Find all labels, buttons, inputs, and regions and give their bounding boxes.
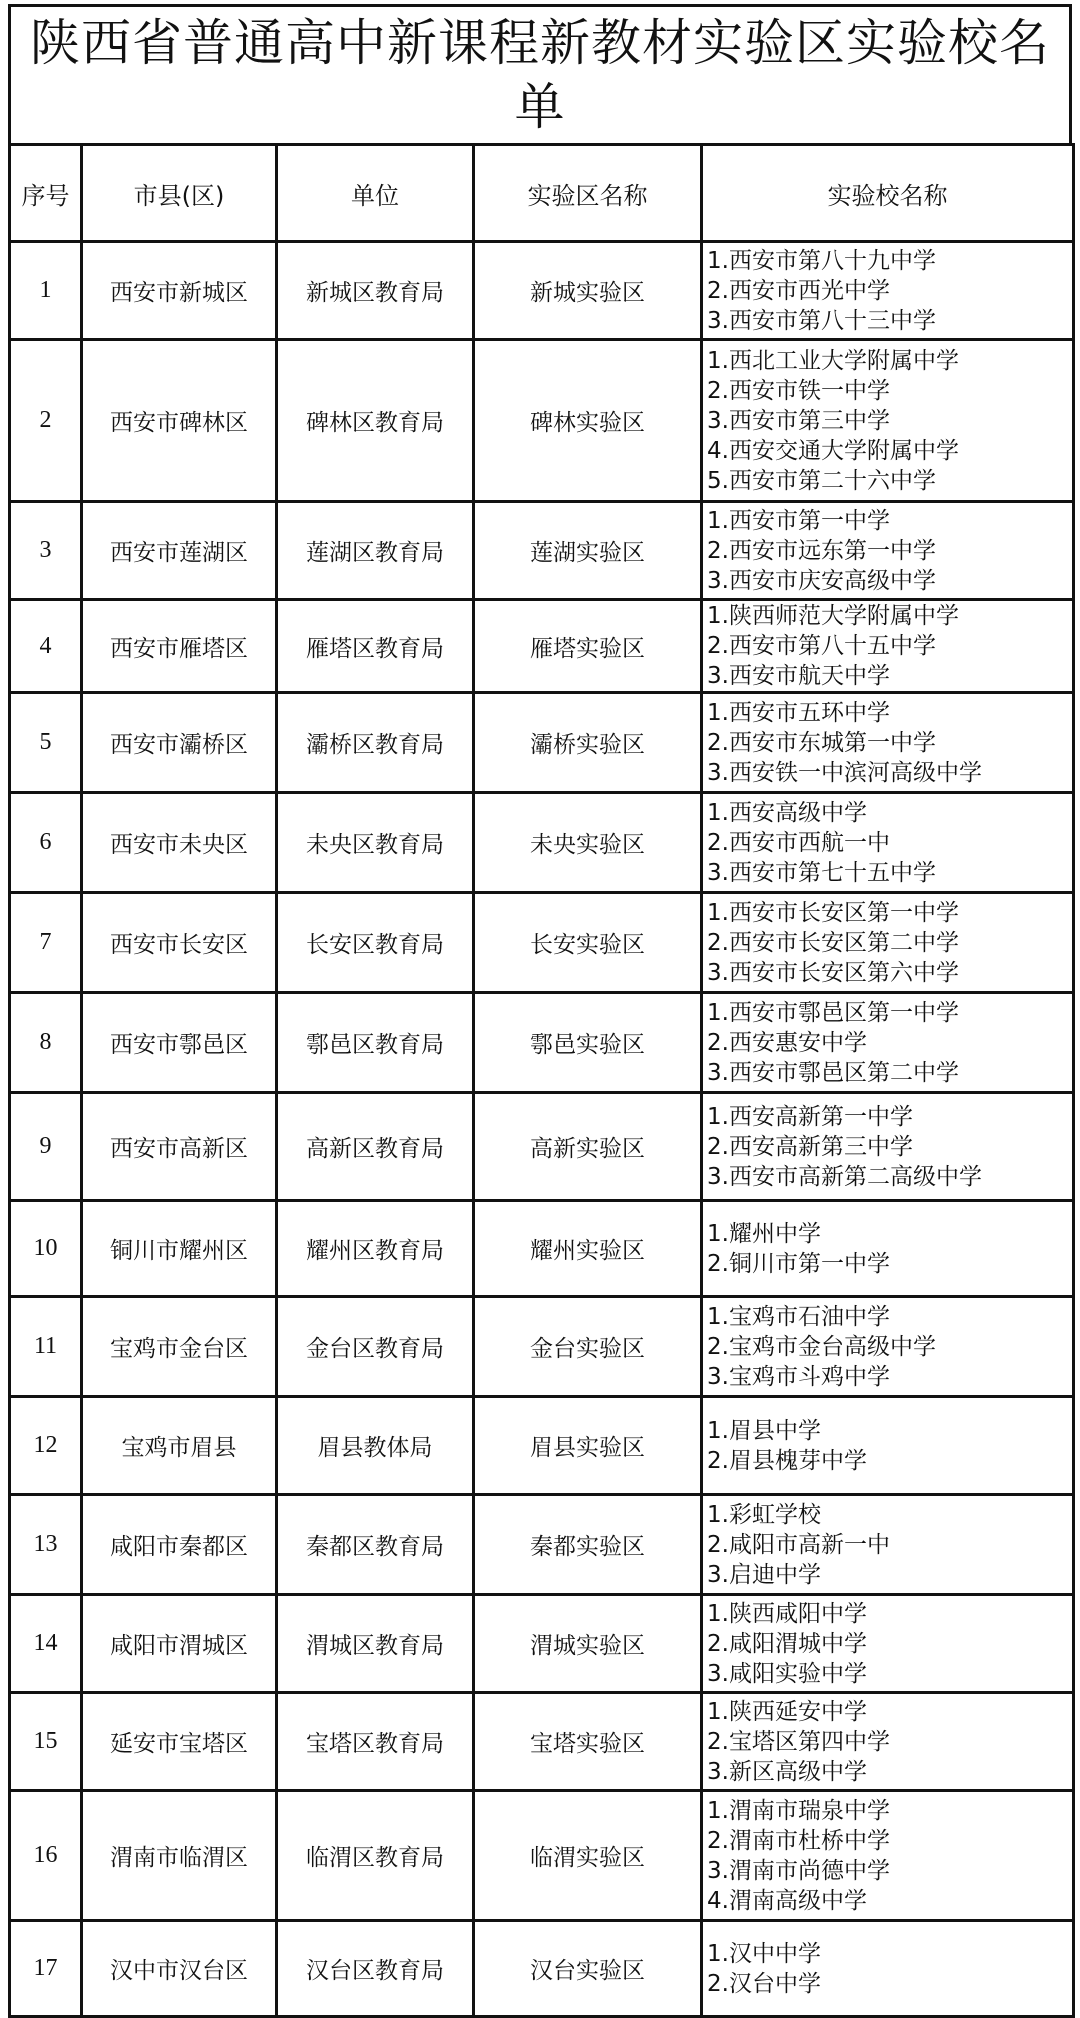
schools-cell <box>702 1093 1074 1201</box>
zone-cell: 未央实验区 <box>474 793 702 893</box>
table-row <box>10 893 1074 993</box>
seq-cell: 12 <box>10 1397 82 1495</box>
unit-cell: 渭城区教育局 <box>277 1595 474 1693</box>
schools-cell <box>702 893 1074 993</box>
zone-cell: 灞桥实验区 <box>474 693 702 793</box>
zone-cell: 碑林实验区 <box>474 340 702 502</box>
seq-cell: 6 <box>10 793 82 893</box>
seq-cell: 5 <box>10 693 82 793</box>
school-item: 1.西安市第八十九中学 <box>707 247 936 274</box>
zone-cell: 雁塔实验区 <box>474 600 702 693</box>
schools-cell <box>702 793 1074 893</box>
document-sheet <box>8 4 1072 2018</box>
table-row <box>10 600 1074 693</box>
school-item: 3.启迪中学 <box>707 1561 821 1588</box>
schools-cell <box>702 993 1074 1093</box>
school-item: 3.西安市第八十三中学 <box>707 307 936 334</box>
document-title: 陕西省普通高中新课程新教材实验区实验校名单 <box>30 14 1050 136</box>
zone-cell: 耀州实验区 <box>474 1201 702 1297</box>
zone-cell: 高新实验区 <box>474 1093 702 1201</box>
unit-cell: 高新区教育局 <box>277 1093 474 1201</box>
city-cell: 宝鸡市金台区 <box>82 1297 277 1397</box>
table-row <box>10 1093 1074 1201</box>
school-item: 3.西安市航天中学 <box>707 663 890 689</box>
school-item: 3.西安市第三中学 <box>707 407 890 434</box>
unit-cell: 金台区教育局 <box>277 1297 474 1397</box>
school-item: 5.西安市第二十六中学 <box>707 467 936 494</box>
table-row <box>10 1495 1074 1595</box>
table-row <box>10 1693 1074 1791</box>
header-unit: 单位 <box>277 145 474 242</box>
seq-cell: 9 <box>10 1093 82 1201</box>
city-cell: 西安市鄠邑区 <box>82 993 277 1093</box>
table-row <box>10 793 1074 893</box>
schools-cell <box>702 1201 1074 1297</box>
unit-cell: 鄠邑区教育局 <box>277 993 474 1093</box>
table-row <box>10 1201 1074 1297</box>
zone-cell: 宝塔实验区 <box>474 1693 702 1791</box>
header-city: 市县(区) <box>82 145 277 242</box>
table-row <box>10 1297 1074 1397</box>
zone-cell: 临渭实验区 <box>474 1791 702 1921</box>
seq-cell: 1 <box>10 242 82 340</box>
school-item: 2.西安惠安中学 <box>707 1029 867 1056</box>
title-box <box>8 4 1072 143</box>
school-item: 3.咸阳实验中学 <box>707 1660 867 1687</box>
school-item: 2.西安市西光中学 <box>707 277 890 304</box>
school-item: 1.西安市鄠邑区第一中学 <box>707 999 959 1026</box>
zone-cell: 秦都实验区 <box>474 1495 702 1595</box>
school-item: 3.西安市第七十五中学 <box>707 859 936 886</box>
zone-cell: 莲湖实验区 <box>474 502 702 600</box>
school-item: 3.西安市长安区第六中学 <box>707 959 959 986</box>
school-item: 2.眉县槐芽中学 <box>707 1447 867 1474</box>
school-item: 1.西安高新第一中学 <box>707 1103 913 1130</box>
city-cell: 西安市雁塔区 <box>82 600 277 693</box>
school-item: 1.耀州中学 <box>707 1220 821 1247</box>
city-cell: 咸阳市秦都区 <box>82 1495 277 1595</box>
seq-cell: 17 <box>10 1921 82 2017</box>
seq-cell: 11 <box>10 1297 82 1397</box>
table-row <box>10 693 1074 793</box>
schools-cell <box>702 340 1074 502</box>
schools-cell <box>702 693 1074 793</box>
table-row <box>10 993 1074 1093</box>
table-row <box>10 1791 1074 1921</box>
unit-cell: 雁塔区教育局 <box>277 600 474 693</box>
unit-cell: 莲湖区教育局 <box>277 502 474 600</box>
school-item: 2.宝鸡市金台高级中学 <box>707 1333 936 1360</box>
school-item: 2.渭南市杜桥中学 <box>707 1827 890 1854</box>
schools-cell <box>702 600 1074 693</box>
school-item: 2.西安市西航一中 <box>707 829 890 856</box>
table-row <box>10 340 1074 502</box>
seq-cell: 14 <box>10 1595 82 1693</box>
seq-cell: 7 <box>10 893 82 993</box>
school-item: 1.陕西延安中学 <box>707 1698 867 1725</box>
zone-cell: 眉县实验区 <box>474 1397 702 1495</box>
table-row <box>10 502 1074 600</box>
school-item: 1.渭南市瑞泉中学 <box>707 1797 890 1824</box>
school-item: 1.汉中中学 <box>707 1940 821 1967</box>
schools-cell <box>702 1791 1074 1921</box>
school-item: 2.西安市铁一中学 <box>707 377 890 404</box>
table-row <box>10 1921 1074 2017</box>
seq-cell: 2 <box>10 340 82 502</box>
school-item: 1.西安市长安区第一中学 <box>707 899 959 926</box>
school-item: 1.西安高级中学 <box>707 799 867 826</box>
school-item: 3.新区高级中学 <box>707 1758 867 1785</box>
school-item: 1.眉县中学 <box>707 1417 821 1444</box>
seq-cell: 15 <box>10 1693 82 1791</box>
school-item: 3.西安铁一中滨河高级中学 <box>707 759 982 786</box>
school-item: 3.西安市鄠邑区第二中学 <box>707 1059 959 1086</box>
city-cell: 咸阳市渭城区 <box>82 1595 277 1693</box>
seq-cell: 4 <box>10 600 82 693</box>
table-body <box>10 242 1074 2017</box>
header-seq: 序号 <box>10 145 82 242</box>
table-row <box>10 242 1074 340</box>
school-list-table <box>8 143 1075 2018</box>
school-item: 1.西安市五环中学 <box>707 699 890 726</box>
schools-cell <box>702 1595 1074 1693</box>
table-row <box>10 1595 1074 1693</box>
city-cell: 西安市灞桥区 <box>82 693 277 793</box>
unit-cell: 新城区教育局 <box>277 242 474 340</box>
city-cell: 西安市新城区 <box>82 242 277 340</box>
unit-cell: 灞桥区教育局 <box>277 693 474 793</box>
zone-cell: 金台实验区 <box>474 1297 702 1397</box>
city-cell: 汉中市汉台区 <box>82 1921 277 2017</box>
school-item: 4.渭南高级中学 <box>707 1887 867 1914</box>
school-item: 2.咸阳渭城中学 <box>707 1630 867 1657</box>
seq-cell: 8 <box>10 993 82 1093</box>
unit-cell: 临渭区教育局 <box>277 1791 474 1921</box>
zone-cell: 鄠邑实验区 <box>474 993 702 1093</box>
school-item: 2.宝塔区第四中学 <box>707 1728 890 1755</box>
schools-cell <box>702 1693 1074 1791</box>
schools-cell <box>702 1921 1074 2017</box>
school-item: 1.西安市第一中学 <box>707 507 890 534</box>
school-item: 2.西安市远东第一中学 <box>707 537 936 564</box>
unit-cell: 汉台区教育局 <box>277 1921 474 2017</box>
city-cell: 西安市碑林区 <box>82 340 277 502</box>
school-item: 2.西安高新第三中学 <box>707 1133 913 1160</box>
zone-cell: 渭城实验区 <box>474 1595 702 1693</box>
school-item: 1.陕西咸阳中学 <box>707 1600 867 1627</box>
table-header-row <box>10 145 1074 242</box>
school-item: 3.西安市高新第二高级中学 <box>707 1163 982 1190</box>
unit-cell: 碑林区教育局 <box>277 340 474 502</box>
schools-cell <box>702 1397 1074 1495</box>
school-item: 2.汉台中学 <box>707 1970 821 1997</box>
seq-cell: 13 <box>10 1495 82 1595</box>
zone-cell: 新城实验区 <box>474 242 702 340</box>
schools-cell <box>702 1495 1074 1595</box>
header-schools: 实验校名称 <box>702 145 1074 242</box>
unit-cell: 耀州区教育局 <box>277 1201 474 1297</box>
zone-cell: 汉台实验区 <box>474 1921 702 2017</box>
schools-cell <box>702 242 1074 340</box>
city-cell: 铜川市耀州区 <box>82 1201 277 1297</box>
school-item: 4.西安交通大学附属中学 <box>707 437 959 464</box>
school-item: 1.彩虹学校 <box>707 1501 821 1528</box>
schools-cell <box>702 1297 1074 1397</box>
unit-cell: 长安区教育局 <box>277 893 474 993</box>
city-cell: 西安市高新区 <box>82 1093 277 1201</box>
city-cell: 渭南市临渭区 <box>82 1791 277 1921</box>
seq-cell: 10 <box>10 1201 82 1297</box>
city-cell: 西安市长安区 <box>82 893 277 993</box>
school-item: 2.西安市东城第一中学 <box>707 729 936 756</box>
zone-cell: 长安实验区 <box>474 893 702 993</box>
seq-cell: 16 <box>10 1791 82 1921</box>
header-zone: 实验区名称 <box>474 145 702 242</box>
unit-cell: 秦都区教育局 <box>277 1495 474 1595</box>
school-item: 2.咸阳市高新一中 <box>707 1531 890 1558</box>
school-item: 3.渭南市尚德中学 <box>707 1857 890 1884</box>
unit-cell: 眉县教体局 <box>277 1397 474 1495</box>
school-item: 1.陕西师范大学附属中学 <box>707 603 959 629</box>
school-item: 3.西安市庆安高级中学 <box>707 567 936 594</box>
school-item: 3.宝鸡市斗鸡中学 <box>707 1363 890 1390</box>
school-item: 1.西北工业大学附属中学 <box>707 347 959 374</box>
city-cell: 西安市莲湖区 <box>82 502 277 600</box>
school-item: 2.西安市第八十五中学 <box>707 633 936 659</box>
city-cell: 宝鸡市眉县 <box>82 1397 277 1495</box>
schools-cell <box>702 502 1074 600</box>
table-row <box>10 1397 1074 1495</box>
city-cell: 延安市宝塔区 <box>82 1693 277 1791</box>
school-item: 1.宝鸡市石油中学 <box>707 1303 890 1330</box>
school-item: 2.西安市长安区第二中学 <box>707 929 959 956</box>
city-cell: 西安市未央区 <box>82 793 277 893</box>
unit-cell: 未央区教育局 <box>277 793 474 893</box>
school-item: 2.铜川市第一中学 <box>707 1250 890 1277</box>
seq-cell: 3 <box>10 502 82 600</box>
unit-cell: 宝塔区教育局 <box>277 1693 474 1791</box>
